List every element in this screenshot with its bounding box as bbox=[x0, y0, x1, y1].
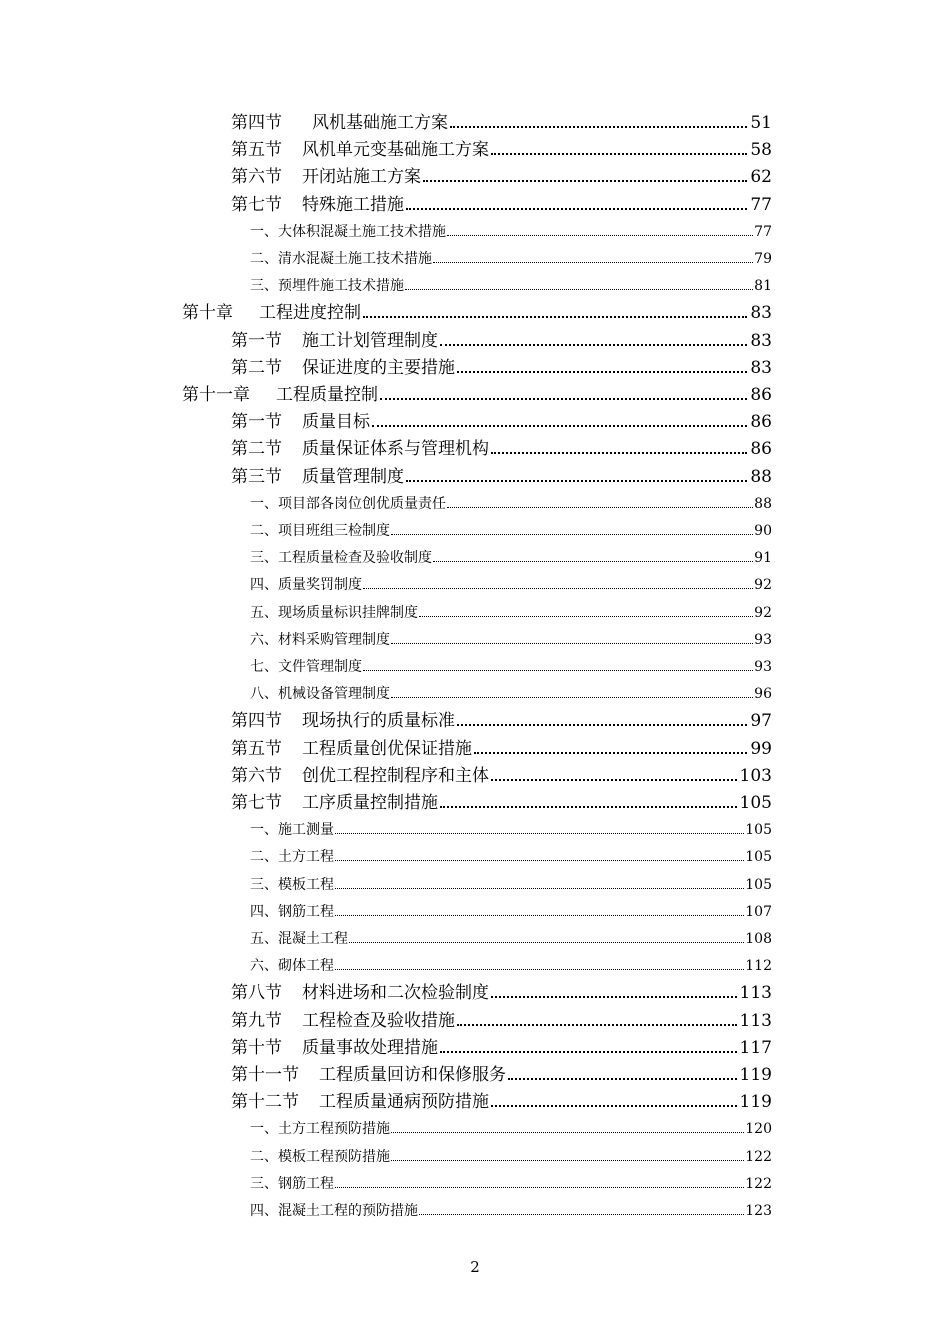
toc-entry-page: 96 bbox=[754, 686, 772, 703]
toc-entry-page: 86 bbox=[750, 412, 772, 433]
toc-entry-page: 103 bbox=[739, 765, 772, 786]
dot-leader bbox=[457, 371, 747, 373]
toc-entry[interactable] bbox=[250, 572, 772, 599]
dot-leader bbox=[447, 507, 753, 508]
toc-entry-number: 第九节 bbox=[231, 1010, 282, 1031]
dot-leader bbox=[391, 697, 753, 698]
toc-entry-page: 92 bbox=[754, 577, 772, 594]
toc-entry[interactable] bbox=[250, 518, 772, 545]
toc-entry-number: 一、 bbox=[250, 495, 278, 512]
toc-entry-number: 三、 bbox=[250, 1175, 278, 1192]
toc-entry[interactable] bbox=[231, 1035, 772, 1062]
toc-entry-page: 113 bbox=[739, 1010, 772, 1031]
toc-entry[interactable] bbox=[231, 790, 772, 817]
toc-entry-page: 86 bbox=[750, 439, 772, 460]
dot-leader bbox=[440, 806, 737, 808]
toc-entry-page: 119 bbox=[739, 1065, 772, 1085]
toc-entry-title: 现场质量标识挂牌制度 bbox=[278, 604, 418, 621]
toc-entry-page: 81 bbox=[754, 278, 772, 295]
dot-leader bbox=[440, 1051, 737, 1053]
dot-leader bbox=[391, 643, 753, 644]
toc-entry-title: 材料进场和二次检验制度 bbox=[302, 983, 489, 1004]
toc-entry-number: 第七节 bbox=[231, 194, 282, 215]
dot-leader bbox=[419, 616, 753, 617]
toc-entry[interactable] bbox=[250, 273, 772, 300]
toc-entry-number: 三、 bbox=[250, 876, 278, 893]
toc-entry-number: 第五节 bbox=[231, 140, 282, 161]
toc-entry-title: 工程质量检查及验收制度 bbox=[278, 550, 432, 567]
dot-leader bbox=[349, 942, 744, 943]
toc-entry-title: 砌体工程 bbox=[278, 958, 334, 975]
dot-leader bbox=[440, 344, 747, 346]
toc-entry-page: 62 bbox=[750, 167, 772, 188]
toc-entry[interactable] bbox=[231, 736, 772, 763]
dot-leader bbox=[372, 425, 747, 427]
toc-entry-number: 第六节 bbox=[231, 167, 282, 188]
toc-entry[interactable] bbox=[231, 1089, 772, 1116]
toc-entry-number: 八、 bbox=[250, 686, 278, 703]
toc-entry-title: 土方工程 bbox=[278, 849, 334, 866]
dot-leader bbox=[491, 779, 737, 781]
toc-entry-page: 77 bbox=[750, 194, 772, 215]
toc-entry[interactable] bbox=[250, 545, 772, 572]
toc-entry-number: 第一节 bbox=[231, 330, 282, 351]
toc-entry-title: 清水混凝土施工技术措施 bbox=[278, 251, 432, 267]
toc-entry-number: 第十一节 bbox=[231, 1065, 299, 1085]
toc-entry-title: 工程进度控制 bbox=[259, 303, 361, 324]
dot-leader bbox=[363, 316, 747, 318]
dot-leader bbox=[457, 724, 747, 726]
toc-entry-page: 79 bbox=[754, 251, 772, 267]
toc-entry[interactable] bbox=[231, 763, 772, 790]
toc-entry-page: 112 bbox=[745, 958, 772, 975]
toc-entry-page: 93 bbox=[754, 631, 772, 648]
dot-leader bbox=[450, 126, 747, 128]
toc-entry-page: 58 bbox=[750, 140, 772, 161]
toc-entry-title: 钢筋工程 bbox=[278, 903, 334, 920]
toc-entry-number: 第十章 bbox=[182, 303, 233, 324]
dot-leader bbox=[491, 452, 747, 454]
toc-entry[interactable] bbox=[250, 926, 772, 953]
toc-entry[interactable] bbox=[250, 627, 772, 654]
toc-entry-page: 92 bbox=[754, 604, 772, 621]
toc-entry[interactable] bbox=[250, 246, 772, 273]
toc-entry-title: 项目班组三检制度 bbox=[278, 523, 390, 539]
dot-leader bbox=[491, 153, 747, 155]
toc-entry-number: 第四节 bbox=[231, 113, 282, 133]
toc-entry-title: 施工测量 bbox=[278, 822, 334, 839]
toc-entry-number: 第二节 bbox=[231, 357, 282, 378]
toc-entry-title: 混凝土工程 bbox=[278, 931, 348, 947]
toc-entry-title: 质量保证体系与管理机构 bbox=[302, 439, 489, 460]
toc-entry-title: 模板工程 bbox=[278, 876, 334, 893]
toc-entry-title: 创优工程控制程序和主体 bbox=[302, 765, 489, 786]
toc-entry-number: 六、 bbox=[250, 958, 278, 975]
toc-entry-title: 保证进度的主要措施 bbox=[302, 357, 455, 378]
toc-entry[interactable] bbox=[250, 1144, 772, 1171]
toc-entry-page: 88 bbox=[754, 495, 772, 512]
toc-entry-title: 材料采购管理制度 bbox=[278, 631, 390, 648]
dot-leader bbox=[391, 1132, 744, 1133]
dot-leader bbox=[433, 262, 753, 263]
toc-entry-title: 质量目标 bbox=[302, 412, 370, 433]
toc-entry-title: 土方工程预防措施 bbox=[278, 1121, 390, 1138]
toc-entry[interactable] bbox=[182, 382, 772, 409]
toc-entry-page: 90 bbox=[754, 523, 772, 539]
toc-entry[interactable] bbox=[182, 300, 772, 327]
toc-entry-title: 风机基础施工方案 bbox=[312, 113, 448, 133]
toc-entry-page: 108 bbox=[745, 931, 772, 947]
toc-entry-number: 五、 bbox=[250, 604, 278, 621]
toc-entry-title: 钢筋工程 bbox=[278, 1175, 334, 1192]
toc-entry[interactable] bbox=[250, 1171, 772, 1198]
toc-entry-page: 88 bbox=[750, 466, 772, 487]
toc-entry-number: 二、 bbox=[250, 523, 278, 539]
toc-entry-title: 工程质量通病预防措施 bbox=[319, 1092, 489, 1113]
toc-entry-title: 机械设备管理制度 bbox=[278, 686, 390, 703]
toc-entry[interactable] bbox=[231, 137, 772, 164]
toc-entry-page: 107 bbox=[745, 903, 772, 920]
toc-entry-page: 105 bbox=[745, 849, 772, 866]
toc-entry-page: 105 bbox=[745, 822, 772, 839]
toc-entry[interactable] bbox=[231, 328, 772, 355]
toc-entry-title: 特殊施工措施 bbox=[302, 194, 404, 215]
dot-leader bbox=[391, 534, 753, 535]
toc-entry-title: 文件管理制度 bbox=[278, 659, 362, 675]
toc-entry-title: 大体积混凝土施工技术措施 bbox=[278, 223, 446, 240]
toc-entry-title: 开闭站施工方案 bbox=[302, 167, 421, 188]
toc-entry-title: 工序质量控制措施 bbox=[302, 793, 438, 813]
toc-entry-number: 五、 bbox=[250, 931, 278, 947]
toc-entry-page: 83 bbox=[750, 303, 772, 324]
toc-entry[interactable] bbox=[231, 1062, 772, 1089]
page-number: 2 bbox=[470, 1258, 480, 1276]
dot-leader bbox=[474, 752, 747, 754]
toc-entry-number: 二、 bbox=[250, 251, 278, 267]
toc-entry[interactable] bbox=[231, 436, 772, 463]
dot-leader bbox=[363, 670, 753, 671]
toc-entry-title: 施工计划管理制度 bbox=[302, 330, 438, 351]
toc-entry[interactable] bbox=[250, 1198, 772, 1225]
toc-entry[interactable] bbox=[231, 1008, 772, 1035]
toc-entry-page: 105 bbox=[745, 876, 772, 893]
toc-entry-page: 86 bbox=[750, 385, 772, 405]
dot-leader bbox=[363, 588, 753, 589]
toc-entry-number: 第一节 bbox=[231, 412, 282, 433]
toc-entry[interactable] bbox=[250, 681, 772, 708]
dot-leader bbox=[380, 398, 747, 400]
toc-entry-number: 第十二节 bbox=[231, 1092, 299, 1113]
toc-entry-number: 三、 bbox=[250, 550, 278, 567]
toc-entry-number: 四、 bbox=[250, 577, 278, 594]
toc-entry-title: 风机单元变基础施工方案 bbox=[302, 140, 489, 161]
toc-entry[interactable] bbox=[231, 708, 772, 735]
toc-entry-page: 120 bbox=[745, 1121, 772, 1138]
toc-entry[interactable] bbox=[250, 219, 772, 246]
toc-entry-title: 质量奖罚制度 bbox=[278, 577, 362, 594]
toc-entry-page: 97 bbox=[750, 711, 772, 732]
dot-leader bbox=[406, 208, 747, 210]
toc-entry[interactable] bbox=[250, 654, 772, 681]
toc-entry[interactable] bbox=[250, 491, 772, 518]
dot-leader bbox=[335, 833, 744, 834]
toc-entry[interactable] bbox=[250, 817, 772, 844]
dot-leader bbox=[405, 289, 753, 290]
toc-entry-page: 117 bbox=[739, 1037, 772, 1058]
toc-entry-title: 工程检查及验收措施 bbox=[302, 1010, 455, 1031]
toc-entry[interactable] bbox=[231, 980, 772, 1007]
toc-entry-page: 51 bbox=[750, 113, 772, 133]
dot-leader bbox=[335, 969, 744, 970]
toc-entry-title: 模板工程预防措施 bbox=[278, 1148, 390, 1165]
dot-leader bbox=[457, 1024, 737, 1026]
toc-entry-title: 质量事故处理措施 bbox=[302, 1037, 438, 1058]
toc-entry-title: 工程质量控制 bbox=[276, 385, 378, 405]
toc-entry-number: 一、 bbox=[250, 1121, 278, 1138]
toc-entry-number: 第八节 bbox=[231, 983, 282, 1004]
toc-entry-number: 三、 bbox=[250, 278, 278, 295]
toc-entry-number: 七、 bbox=[250, 659, 278, 675]
toc-entry-page: 99 bbox=[750, 738, 772, 759]
toc-entry-number: 第二节 bbox=[231, 439, 282, 460]
toc-entry-number: 一、 bbox=[250, 822, 278, 839]
toc-entry-number: 一、 bbox=[250, 223, 278, 240]
toc-entry-number: 第六节 bbox=[231, 765, 282, 786]
dot-leader bbox=[491, 996, 737, 998]
toc-entry-number: 二、 bbox=[250, 1148, 278, 1165]
dot-leader bbox=[335, 888, 744, 889]
dot-leader bbox=[447, 235, 753, 236]
dot-leader bbox=[335, 1187, 744, 1188]
dot-leader bbox=[423, 180, 747, 182]
toc-entry-page: 77 bbox=[754, 223, 772, 240]
toc-entry-title: 工程质量创优保证措施 bbox=[302, 738, 472, 759]
toc-entry[interactable] bbox=[250, 600, 772, 627]
toc-entry-page: 83 bbox=[750, 357, 772, 378]
toc-entry[interactable] bbox=[250, 844, 772, 871]
toc-entry-title: 项目部各岗位创优质量责任 bbox=[278, 495, 446, 512]
toc-entry[interactable] bbox=[231, 355, 772, 382]
toc-entry[interactable] bbox=[250, 953, 772, 980]
toc-entry-page: 91 bbox=[754, 550, 772, 567]
toc-entry-title: 预埋件施工技术措施 bbox=[278, 278, 404, 295]
toc-entry-number: 第十节 bbox=[231, 1037, 282, 1058]
dot-leader bbox=[419, 1214, 744, 1215]
toc-entry-page: 123 bbox=[745, 1203, 772, 1219]
toc-entry[interactable] bbox=[250, 1116, 772, 1143]
toc-entry[interactable] bbox=[250, 872, 772, 899]
toc-entry-number: 第五节 bbox=[231, 738, 282, 759]
toc-entry-number: 第四节 bbox=[231, 711, 282, 732]
toc-entry-number: 六、 bbox=[250, 631, 278, 648]
dot-leader bbox=[508, 1078, 737, 1080]
dot-leader bbox=[391, 1160, 744, 1161]
toc-entry-number: 四、 bbox=[250, 1203, 278, 1219]
toc-entry[interactable] bbox=[231, 192, 772, 219]
toc-entry[interactable] bbox=[250, 899, 772, 926]
toc-entry[interactable] bbox=[231, 464, 772, 491]
toc-entry-number: 第七节 bbox=[231, 793, 282, 813]
dot-leader bbox=[491, 1105, 737, 1107]
toc-entry-title: 混凝土工程的预防措施 bbox=[278, 1203, 418, 1219]
toc-entry-title: 质量管理制度 bbox=[302, 466, 404, 487]
toc-entry-page: 122 bbox=[745, 1148, 772, 1165]
toc-entry-page: 119 bbox=[739, 1092, 772, 1113]
toc-entry-page: 93 bbox=[754, 659, 772, 675]
toc-entry-page: 113 bbox=[739, 983, 772, 1004]
toc-entry-number: 四、 bbox=[250, 903, 278, 920]
toc-entry-number: 第十一章 bbox=[182, 385, 250, 405]
toc-entry-title: 工程质量回访和保修服务 bbox=[319, 1065, 506, 1085]
toc-entry[interactable] bbox=[231, 164, 772, 191]
toc-entry-number: 第三节 bbox=[231, 466, 282, 487]
dot-leader bbox=[433, 561, 753, 562]
toc-entry[interactable] bbox=[231, 409, 772, 436]
toc-entry-number: 二、 bbox=[250, 849, 278, 866]
toc-entry[interactable] bbox=[231, 110, 772, 137]
toc-entry-page: 83 bbox=[750, 330, 772, 351]
dot-leader bbox=[406, 480, 747, 482]
toc-entry-page: 122 bbox=[745, 1175, 772, 1192]
dot-leader bbox=[335, 860, 744, 861]
toc-entry-page: 105 bbox=[739, 793, 772, 813]
dot-leader bbox=[335, 915, 744, 916]
toc-entry-title: 现场执行的质量标准 bbox=[302, 711, 455, 732]
